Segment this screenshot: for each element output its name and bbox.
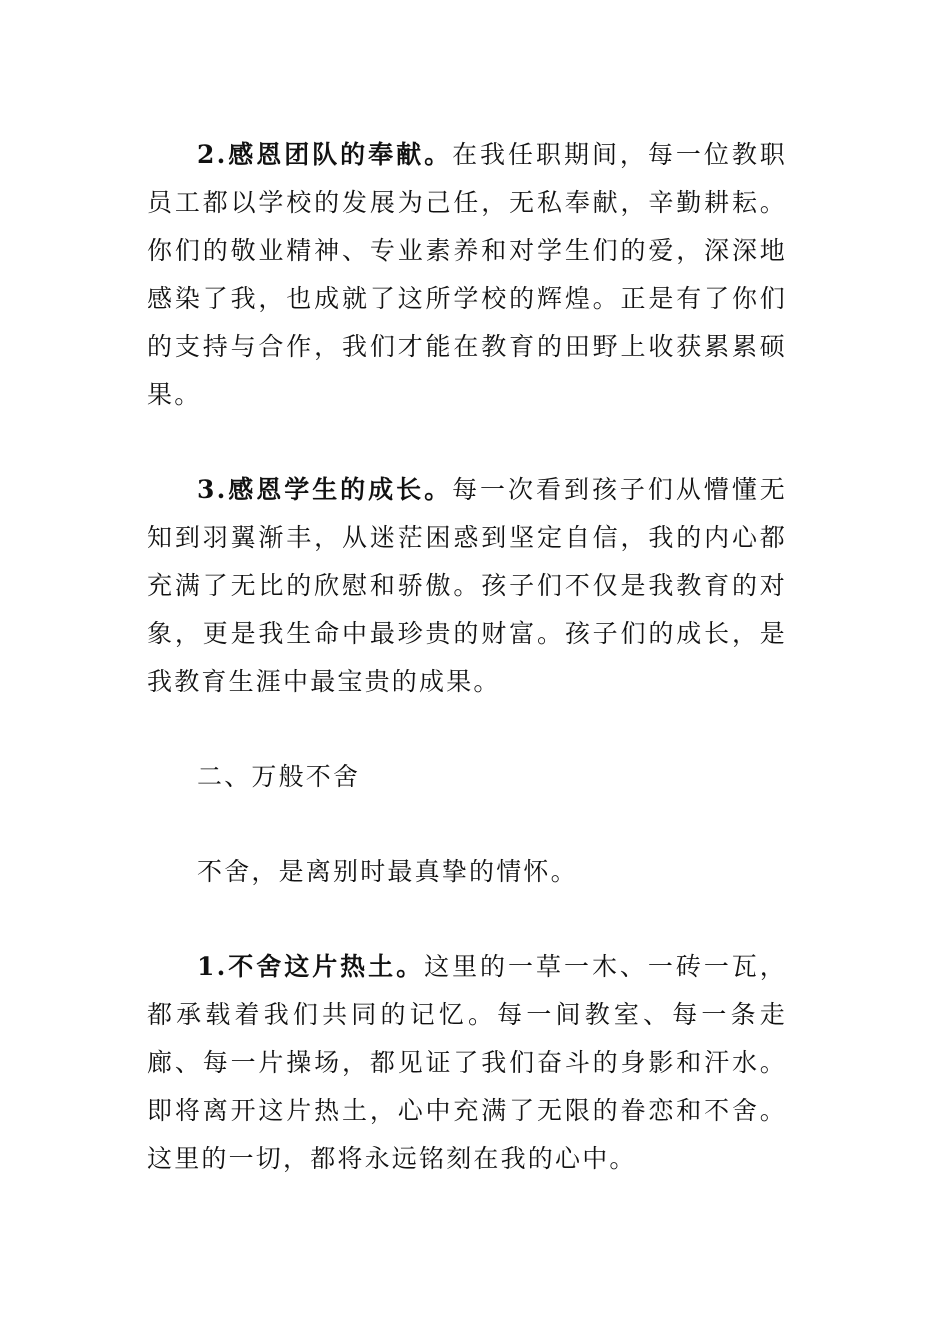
paragraph-lead: 2.感恩团队的奉献。 xyxy=(197,140,453,169)
paragraph-body: 在我任职期间，每一位教职员工都以学校的发展为己任，无私奉献，辛勤耕耘。你们的敬业精神、专业素养和对学生们的爱，深深地感染了我，也成就了这所学校的辉煌。正是有了你们的支持与合作，我们才能在教育的田野上收获累累硕果。 xyxy=(147,140,787,409)
document-page xyxy=(147,131,787,1183)
paragraph-homeland xyxy=(147,943,787,1183)
paragraph-lead: 3.感恩学生的成长。 xyxy=(197,475,453,504)
paragraph-body: 每一次看到孩子们从懵懂无知到羽翼渐丰，从迷茫困惑到坚定自信，我的内心都充满了无比的欣慰和骄傲。孩子们不仅是我教育的对象，更是我生命中最珍贵的财富。孩子们的成长，是我教育生涯中最宝贵的成果。 xyxy=(147,475,787,696)
paragraph-student-growth xyxy=(147,466,787,706)
paragraph-team-dedication xyxy=(147,131,787,419)
paragraph-intro: 不舍，是离别时最真挚的情怀。 xyxy=(197,857,578,886)
paragraph-body: 这里的一草一木、一砖一瓦，都承载着我们共同的记忆。每一间教室、每一条走廊、每一片操场，都见证了我们奋斗的身影和汗水。即将离开这片热土，心中充满了无限的眷恋和不舍。这里的一切，都将永远铭刻在我的心中。 xyxy=(147,952,787,1173)
section-heading: 二、万般不舍 xyxy=(197,762,361,791)
paragraph-lead: 1.不舍这片热土。 xyxy=(197,952,425,981)
